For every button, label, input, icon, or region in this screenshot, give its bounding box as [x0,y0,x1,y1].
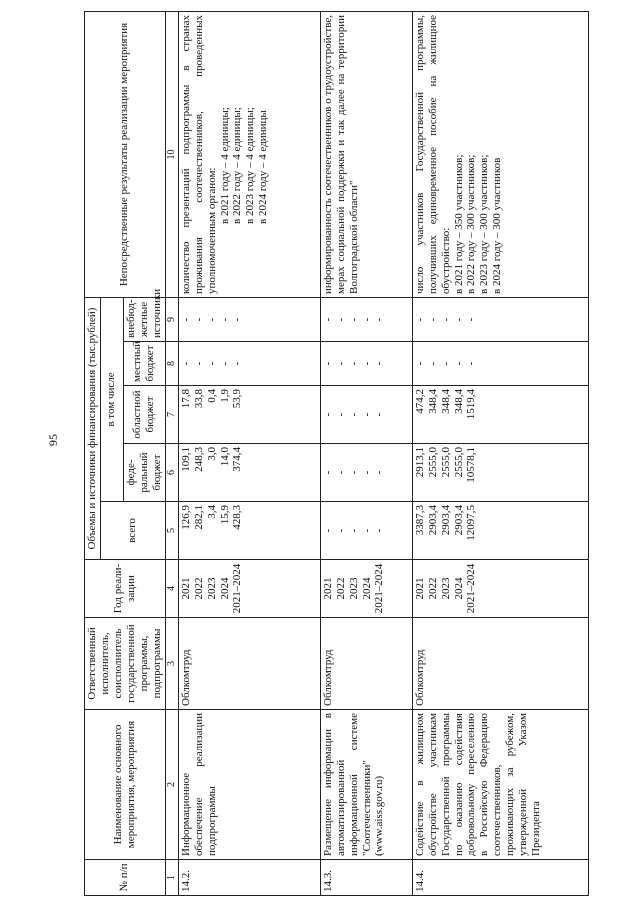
header-result: Непосредственные результаты реализации мероприятия [85,11,166,297]
extrabudget-cell: - - - - - [412,297,588,341]
result-lines: в 2021 году – 4 единицы; в 2022 году – 4 единицы; в 2023 году – 4 единицы; в 2024 году – 4 единицы [218,107,270,224]
activity-name: Размещение информации в автоматизированной информационной системе "Соотечественники" (www.aiss.gov.ru) [320,710,412,860]
header-funding: Объемы и источники финансирования (тыс.рублей) [85,297,101,559]
header-year: Год реали-зации [85,560,166,618]
column-number: 6 [165,444,178,502]
local-cell: - - - - - [320,342,412,386]
column-number: 3 [165,618,178,710]
column-number-row [165,11,178,895]
result-cell [320,11,412,297]
regional-cell: 17,8 33,8 0,4 1,9 53,9 [178,386,320,444]
federal-cell: - - - - - [320,444,412,502]
total-cell: 3387,3 2903,4 2903,4 2903,4 12097,5 [412,502,588,560]
executor: Облкомтруд [320,618,412,710]
row-number: 14.3. [320,860,412,896]
result-lines: в 2021 году – 350 участников; в 2022 году – 300 участников; в 2023 году – 300 участников; в 2024 году – 300 участников [452,154,504,294]
header-extrabudget: внебюд-жетные источники [123,297,165,341]
total-cell: - - - - - [320,502,412,560]
header-total: всего [100,502,165,560]
column-number: 8 [165,342,178,386]
federal-cell: 2913,1 2555,0 2555,0 2555,0 10578,1 [412,444,588,502]
column-number: 4 [165,560,178,618]
result-text: число участников Государственной программы, получивших единовременное пособие на жилищное обустройство: [413,14,452,294]
column-number: 7 [165,386,178,444]
result-cell [412,11,588,297]
result-cell [178,11,320,297]
row-number: 14.2. [178,860,320,896]
activity-name: Информационное обеспечение реализации подпрограммы [178,710,320,860]
column-number: 10 [165,11,178,297]
column-number: 2 [165,710,178,860]
header-regional: областной бюджет [123,386,165,444]
table-row [412,11,588,895]
extrabudget-cell: - - - - - [178,297,320,341]
regional-cell: 474,2 348,4 348,4 348,4 1519,4 [412,386,588,444]
federal-cell: 109,1 248,3 3,0 14,0 374,4 [178,444,320,502]
header-federal: феде-ральный бюджет [123,444,165,502]
extrabudget-cell: - - - - - [320,297,412,341]
row-number: 14.4. [412,860,588,896]
program-table [84,11,589,896]
column-number: 1 [165,860,178,896]
header-name: Наименование основного мероприятия, мероприятия [85,710,166,860]
rotated-page [84,12,629,896]
result-text: информированность соотечественников о трудоустройстве, мерах социальной поддержки и так далее на территории Волгоградской области" [321,14,360,294]
page-number: 95 [46,434,60,446]
header-local: местный бюджет [123,342,165,386]
executor: Облкомтруд [412,618,588,710]
table-row [178,11,320,895]
regional-cell: - - - - - [320,386,412,444]
year-cell: 2021 2022 2023 2024 2021–2024 [320,560,412,618]
header-no: № п/п [85,860,166,896]
local-cell: - - - - - [412,342,588,386]
total-cell: 126,9 282,1 3,4 15,9 428,3 [178,502,320,560]
column-number: 9 [165,297,178,341]
header-executor: Ответственный исполнитель, соисполнитель государственной программы, подпрограммы [85,618,166,710]
result-text: количество презентаций подпрограммы в странах проживания соотечественников, проведенных уполномоченным органом: [179,14,218,294]
year-cell: 2021 2022 2023 2024 2021–2024 [178,560,320,618]
column-number: 5 [165,502,178,560]
year-cell: 2021 2022 2023 2024 2021–2024 [412,560,588,618]
executor: Облкомтруд [178,618,320,710]
header-including: в том числе [100,297,123,501]
table-row [320,11,412,895]
activity-name: Содействие в жилищном обустройстве участникам Государственной программы по оказанию содействия добровольному переселению в Российскую Федерацию соотечественников, проживающих за рубежом, утвержденной Указом Президента [412,710,588,860]
local-cell: - - - - - [178,342,320,386]
